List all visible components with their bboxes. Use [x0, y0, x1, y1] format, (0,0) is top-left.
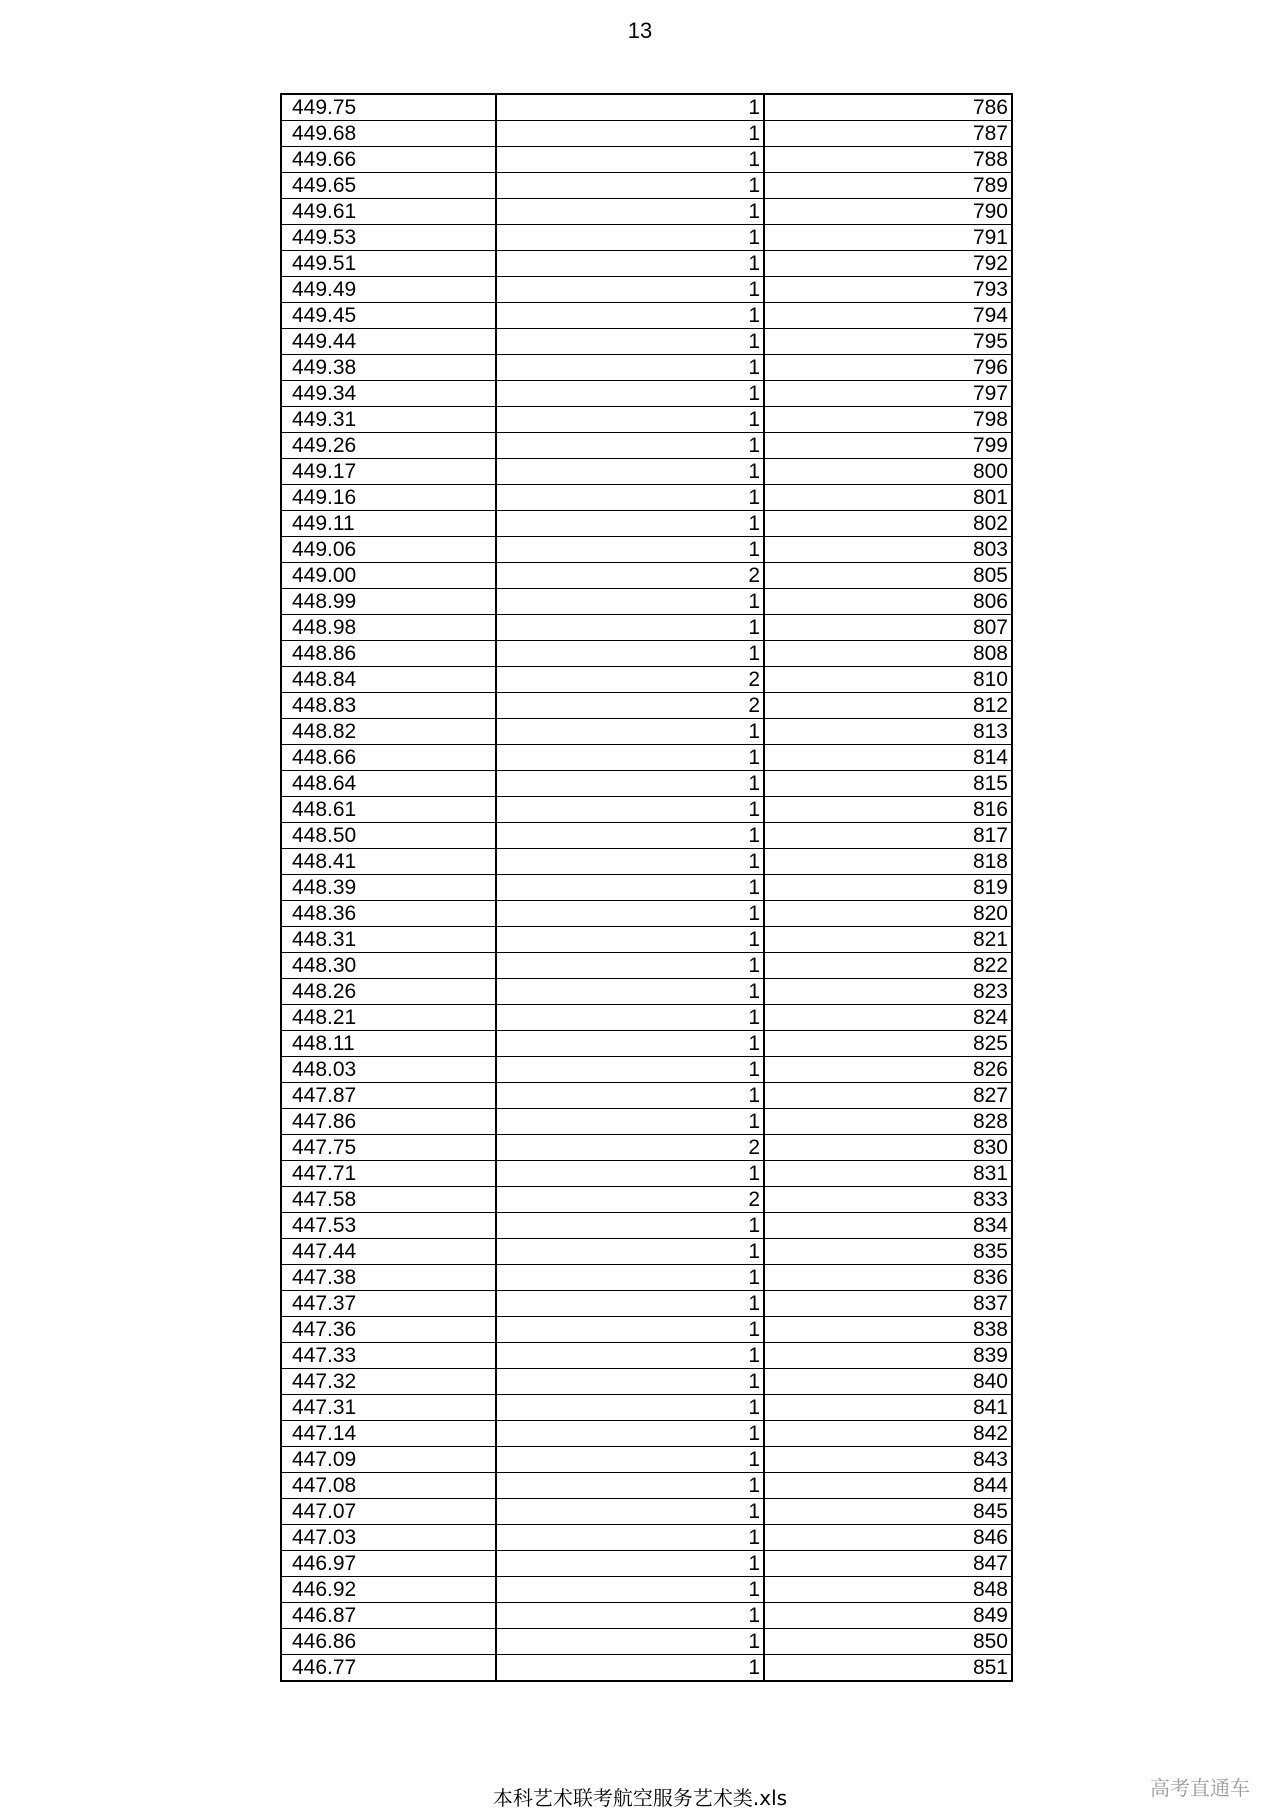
table-row [281, 1031, 1012, 1057]
rank-cell: 790 [764, 199, 1012, 225]
table-row [281, 667, 1012, 693]
table-row [281, 303, 1012, 329]
count-cell: 1 [496, 823, 764, 849]
rank-cell: 835 [764, 1239, 1012, 1265]
count-cell: 1 [496, 1317, 764, 1343]
count-cell: 1 [496, 927, 764, 953]
score-cell: 449.45 [281, 303, 496, 329]
table-row [281, 1265, 1012, 1291]
score-cell: 447.87 [281, 1083, 496, 1109]
table-row [281, 797, 1012, 823]
rank-cell: 806 [764, 589, 1012, 615]
score-cell: 447.09 [281, 1447, 496, 1473]
table-row [281, 121, 1012, 147]
rank-cell: 797 [764, 381, 1012, 407]
score-cell: 446.87 [281, 1603, 496, 1629]
count-cell: 1 [496, 277, 764, 303]
rank-cell: 837 [764, 1291, 1012, 1317]
rank-cell: 821 [764, 927, 1012, 953]
table-row [281, 225, 1012, 251]
rank-cell: 798 [764, 407, 1012, 433]
score-cell: 448.66 [281, 745, 496, 771]
count-cell: 1 [496, 1161, 764, 1187]
table-row [281, 1447, 1012, 1473]
table-row [281, 1577, 1012, 1603]
table-row [281, 979, 1012, 1005]
rank-cell: 817 [764, 823, 1012, 849]
page-number: 13 [627, 18, 653, 43]
rank-cell: 822 [764, 953, 1012, 979]
count-cell: 1 [496, 875, 764, 901]
score-cell: 448.41 [281, 849, 496, 875]
score-cell: 449.53 [281, 225, 496, 251]
count-cell: 1 [496, 147, 764, 173]
table-row [281, 537, 1012, 563]
score-cell: 447.14 [281, 1421, 496, 1447]
table-row [281, 875, 1012, 901]
score-cell: 446.77 [281, 1655, 496, 1682]
rank-cell: 816 [764, 797, 1012, 823]
count-cell: 1 [496, 797, 764, 823]
rank-cell: 825 [764, 1031, 1012, 1057]
score-cell: 447.71 [281, 1161, 496, 1187]
score-cell: 448.30 [281, 953, 496, 979]
score-cell: 447.86 [281, 1109, 496, 1135]
rank-cell: 842 [764, 1421, 1012, 1447]
count-cell: 1 [496, 1499, 764, 1525]
score-cell: 449.06 [281, 537, 496, 563]
rank-cell: 836 [764, 1265, 1012, 1291]
rank-cell: 803 [764, 537, 1012, 563]
count-cell: 1 [496, 251, 764, 277]
rank-cell: 833 [764, 1187, 1012, 1213]
table-row [281, 1395, 1012, 1421]
score-cell: 448.86 [281, 641, 496, 667]
rank-cell: 820 [764, 901, 1012, 927]
score-cell: 448.82 [281, 719, 496, 745]
count-cell: 1 [496, 641, 764, 667]
count-cell: 1 [496, 225, 764, 251]
table-row [281, 1213, 1012, 1239]
table-row [281, 849, 1012, 875]
table-row [281, 485, 1012, 511]
score-cell: 448.84 [281, 667, 496, 693]
table-row [281, 693, 1012, 719]
score-cell: 448.03 [281, 1057, 496, 1083]
score-cell: 449.16 [281, 485, 496, 511]
table-row [281, 771, 1012, 797]
count-cell: 1 [496, 1447, 764, 1473]
score-cell: 449.34 [281, 381, 496, 407]
rank-cell: 801 [764, 485, 1012, 511]
rank-cell: 802 [764, 511, 1012, 537]
score-cell: 449.38 [281, 355, 496, 381]
rank-cell: 818 [764, 849, 1012, 875]
score-cell: 449.31 [281, 407, 496, 433]
count-cell: 1 [496, 1109, 764, 1135]
count-cell: 1 [496, 121, 764, 147]
score-cell: 446.86 [281, 1629, 496, 1655]
score-cell: 447.32 [281, 1369, 496, 1395]
rank-cell: 838 [764, 1317, 1012, 1343]
rank-cell: 847 [764, 1551, 1012, 1577]
table-row [281, 1057, 1012, 1083]
count-cell: 1 [496, 1057, 764, 1083]
count-cell: 1 [496, 1655, 764, 1682]
table-row [281, 901, 1012, 927]
count-cell: 1 [496, 1291, 764, 1317]
count-cell: 2 [496, 693, 764, 719]
score-cell: 448.98 [281, 615, 496, 641]
table-row [281, 927, 1012, 953]
rank-cell: 791 [764, 225, 1012, 251]
table-row [281, 1421, 1012, 1447]
table-row [281, 173, 1012, 199]
score-cell: 447.31 [281, 1395, 496, 1421]
rank-cell: 831 [764, 1161, 1012, 1187]
table-row [281, 94, 1012, 121]
count-cell: 1 [496, 1005, 764, 1031]
table-row [281, 1135, 1012, 1161]
table-row [281, 1525, 1012, 1551]
rank-cell: 843 [764, 1447, 1012, 1473]
score-cell: 448.61 [281, 797, 496, 823]
table-row [281, 615, 1012, 641]
rank-cell: 823 [764, 979, 1012, 1005]
rank-cell: 844 [764, 1473, 1012, 1499]
count-cell: 1 [496, 355, 764, 381]
table-row [281, 355, 1012, 381]
count-cell: 1 [496, 1395, 764, 1421]
table-row [281, 459, 1012, 485]
rank-cell: 795 [764, 329, 1012, 355]
table-row [281, 511, 1012, 537]
rank-cell: 814 [764, 745, 1012, 771]
rank-cell: 819 [764, 875, 1012, 901]
rank-cell: 810 [764, 667, 1012, 693]
table-row [281, 433, 1012, 459]
table-row [281, 1343, 1012, 1369]
rank-cell: 848 [764, 1577, 1012, 1603]
score-cell: 449.26 [281, 433, 496, 459]
count-cell: 1 [496, 901, 764, 927]
score-cell: 447.07 [281, 1499, 496, 1525]
count-cell: 1 [496, 849, 764, 875]
score-cell: 448.39 [281, 875, 496, 901]
score-cell: 449.51 [281, 251, 496, 277]
table-row [281, 1109, 1012, 1135]
score-cell: 449.49 [281, 277, 496, 303]
count-cell: 1 [496, 745, 764, 771]
count-cell: 2 [496, 563, 764, 589]
count-cell: 1 [496, 1343, 764, 1369]
table-row [281, 1603, 1012, 1629]
score-cell: 448.36 [281, 901, 496, 927]
count-cell: 1 [496, 329, 764, 355]
score-cell: 449.11 [281, 511, 496, 537]
count-cell: 1 [496, 1083, 764, 1109]
table-row [281, 1551, 1012, 1577]
count-cell: 1 [496, 1473, 764, 1499]
score-cell: 448.50 [281, 823, 496, 849]
count-cell: 1 [496, 537, 764, 563]
table-row [281, 1083, 1012, 1109]
count-cell: 1 [496, 953, 764, 979]
rank-cell: 813 [764, 719, 1012, 745]
score-cell: 449.61 [281, 199, 496, 225]
count-cell: 1 [496, 719, 764, 745]
count-cell: 1 [496, 303, 764, 329]
rank-cell: 828 [764, 1109, 1012, 1135]
score-cell: 448.11 [281, 1031, 496, 1057]
rank-cell: 800 [764, 459, 1012, 485]
count-cell: 2 [496, 1135, 764, 1161]
table-row [281, 407, 1012, 433]
score-cell: 447.36 [281, 1317, 496, 1343]
table-row [281, 147, 1012, 173]
score-cell: 447.08 [281, 1473, 496, 1499]
count-cell: 1 [496, 407, 764, 433]
rank-cell: 834 [764, 1213, 1012, 1239]
score-cell: 447.38 [281, 1265, 496, 1291]
rank-cell: 812 [764, 693, 1012, 719]
table-row [281, 1005, 1012, 1031]
table-row [281, 745, 1012, 771]
table-row [281, 1369, 1012, 1395]
rank-cell: 841 [764, 1395, 1012, 1421]
score-cell: 447.03 [281, 1525, 496, 1551]
score-cell: 447.33 [281, 1343, 496, 1369]
count-cell: 1 [496, 589, 764, 615]
table-row [281, 589, 1012, 615]
score-cell: 448.21 [281, 1005, 496, 1031]
count-cell: 1 [496, 1031, 764, 1057]
score-table [280, 93, 1013, 1682]
rank-cell: 830 [764, 1135, 1012, 1161]
rank-cell: 839 [764, 1343, 1012, 1369]
rank-cell: 815 [764, 771, 1012, 797]
rank-cell: 787 [764, 121, 1012, 147]
count-cell: 1 [496, 1213, 764, 1239]
table-row [281, 1473, 1012, 1499]
score-cell: 449.75 [281, 94, 496, 121]
count-cell: 1 [496, 1603, 764, 1629]
watermark-text: 高考直通车 [1150, 1776, 1250, 1800]
rank-cell: 824 [764, 1005, 1012, 1031]
table-row [281, 1187, 1012, 1213]
count-cell: 1 [496, 771, 764, 797]
count-cell: 1 [496, 459, 764, 485]
score-cell: 449.65 [281, 173, 496, 199]
table-row [281, 329, 1012, 355]
rank-cell: 846 [764, 1525, 1012, 1551]
table-row [281, 277, 1012, 303]
score-cell: 446.92 [281, 1577, 496, 1603]
score-cell: 449.66 [281, 147, 496, 173]
count-cell: 1 [496, 1629, 764, 1655]
rank-cell: 808 [764, 641, 1012, 667]
rank-cell: 792 [764, 251, 1012, 277]
table-row [281, 1655, 1012, 1682]
score-cell: 448.26 [281, 979, 496, 1005]
score-cell: 447.44 [281, 1239, 496, 1265]
table-row [281, 1291, 1012, 1317]
count-cell: 1 [496, 511, 764, 537]
count-cell: 1 [496, 485, 764, 511]
table-row [281, 823, 1012, 849]
rank-cell: 845 [764, 1499, 1012, 1525]
score-cell: 446.97 [281, 1551, 496, 1577]
count-cell: 2 [496, 1187, 764, 1213]
rank-cell: 799 [764, 433, 1012, 459]
count-cell: 1 [496, 94, 764, 121]
score-cell: 448.99 [281, 589, 496, 615]
rank-cell: 851 [764, 1655, 1012, 1682]
rank-cell: 805 [764, 563, 1012, 589]
count-cell: 1 [496, 1265, 764, 1291]
table-row [281, 1629, 1012, 1655]
rank-cell: 826 [764, 1057, 1012, 1083]
score-cell: 449.68 [281, 121, 496, 147]
count-cell: 2 [496, 667, 764, 693]
score-cell: 449.44 [281, 329, 496, 355]
score-cell: 449.17 [281, 459, 496, 485]
score-cell: 448.64 [281, 771, 496, 797]
rank-cell: 840 [764, 1369, 1012, 1395]
score-cell: 447.53 [281, 1213, 496, 1239]
count-cell: 1 [496, 1239, 764, 1265]
table-row [281, 719, 1012, 745]
count-cell: 1 [496, 381, 764, 407]
rank-cell: 789 [764, 173, 1012, 199]
table-row [281, 953, 1012, 979]
score-cell: 447.75 [281, 1135, 496, 1161]
score-cell: 447.37 [281, 1291, 496, 1317]
score-cell: 447.58 [281, 1187, 496, 1213]
score-table-body [281, 94, 1012, 1681]
count-cell: 1 [496, 1577, 764, 1603]
count-cell: 1 [496, 1369, 764, 1395]
rank-cell: 793 [764, 277, 1012, 303]
rank-cell: 827 [764, 1083, 1012, 1109]
count-cell: 1 [496, 1551, 764, 1577]
rank-cell: 788 [764, 147, 1012, 173]
count-cell: 1 [496, 173, 764, 199]
count-cell: 1 [496, 979, 764, 1005]
rank-cell: 794 [764, 303, 1012, 329]
count-cell: 1 [496, 615, 764, 641]
table-row [281, 251, 1012, 277]
score-cell: 448.83 [281, 693, 496, 719]
rank-cell: 849 [764, 1603, 1012, 1629]
count-cell: 1 [496, 433, 764, 459]
score-cell: 448.31 [281, 927, 496, 953]
footer-filename: 本科艺术联考航空服务艺术类.xls [492, 1786, 788, 1810]
score-cell: 449.00 [281, 563, 496, 589]
table-row [281, 1161, 1012, 1187]
table-row [281, 563, 1012, 589]
table-row [281, 381, 1012, 407]
count-cell: 1 [496, 1421, 764, 1447]
count-cell: 1 [496, 199, 764, 225]
rank-cell: 786 [764, 94, 1012, 121]
table-row [281, 641, 1012, 667]
table-row [281, 199, 1012, 225]
rank-cell: 796 [764, 355, 1012, 381]
rank-cell: 807 [764, 615, 1012, 641]
rank-cell: 850 [764, 1629, 1012, 1655]
table-row [281, 1317, 1012, 1343]
count-cell: 1 [496, 1525, 764, 1551]
table-row [281, 1499, 1012, 1525]
table-row [281, 1239, 1012, 1265]
